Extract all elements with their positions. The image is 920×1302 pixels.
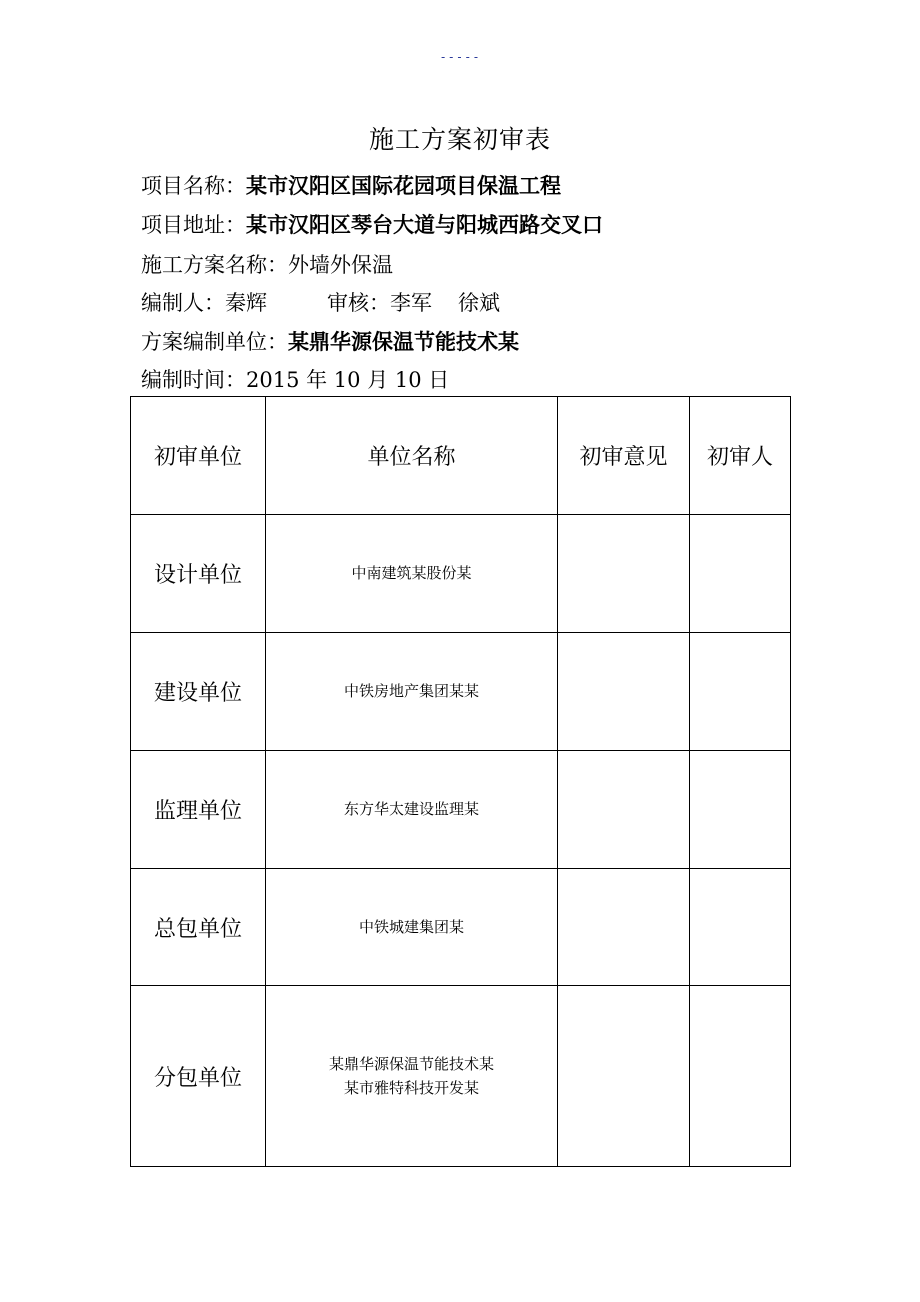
date-line (141, 366, 449, 394)
opinion-cell (558, 632, 690, 750)
project-address-value: 某市汉阳区琴台大道与阳城西路交叉口 (246, 212, 603, 237)
table-header-row (131, 397, 791, 515)
unit-name-cell (266, 868, 558, 986)
table-row (131, 868, 791, 986)
reviewer-2-value: 徐斌 (458, 291, 500, 315)
unit-name-cell (266, 632, 558, 750)
opinion-cell (558, 750, 690, 868)
unit-name-text: 东方华太建设监理某 (343, 800, 479, 819)
unit-type-cell: 总包单位 (131, 868, 266, 986)
reviewer-cell (690, 986, 791, 1167)
unit-line (141, 328, 519, 356)
date-label: 编制时间： (141, 368, 246, 392)
plan-name-label: 施工方案名称： (141, 253, 288, 277)
header-review-opinion: 初审意见 (558, 397, 690, 515)
project-name-value: 某市汉阳区国际花园项目保温工程 (246, 173, 561, 198)
table-row (131, 514, 791, 632)
reviewer-cell (690, 750, 791, 868)
project-address-label: 项目地址： (141, 213, 246, 237)
project-name-label: 项目名称： (141, 174, 246, 198)
page-title: 施工方案初审表 (368, 125, 551, 154)
header-review-unit: 初审单位 (131, 397, 266, 515)
reviewer-1-value: 李军 (390, 291, 432, 315)
opinion-cell (558, 868, 690, 986)
unit-name-text: 某市雅特科技开发某 (343, 1079, 479, 1098)
header-mark: ----- (439, 50, 481, 64)
plan-name-value: 外墙外保温 (288, 253, 393, 277)
unit-name-text: 中铁城建集团某 (358, 918, 464, 936)
table-row (131, 632, 791, 750)
author-line (141, 289, 500, 317)
table-row (131, 986, 791, 1167)
unit-label: 方案编制单位： (141, 330, 288, 354)
unit-name-text: 中南建筑某股份某 (351, 564, 472, 583)
opinion-cell (558, 986, 690, 1167)
review-table (130, 396, 791, 1167)
unit-name-cell (266, 514, 558, 632)
reviewer-cell (690, 514, 791, 632)
project-address-line (141, 211, 603, 239)
unit-type-cell: 设计单位 (131, 514, 266, 632)
author-label: 编制人： (141, 291, 225, 315)
opinion-cell (558, 514, 690, 632)
unit-name-cell (266, 986, 558, 1167)
header-unit-name: 单位名称 (266, 397, 558, 515)
reviewer-cell (690, 868, 791, 986)
unit-name-text: 中铁房地产集团某某 (343, 682, 479, 701)
date-value: 2015 年 10 月 10 日 (246, 368, 450, 392)
unit-type-cell: 监理单位 (131, 750, 266, 868)
project-name-line (141, 172, 561, 200)
unit-type-cell: 建设单位 (131, 632, 266, 750)
reviewer-cell (690, 632, 791, 750)
reviewer-label: 审核： (327, 291, 390, 315)
unit-name-cell (266, 750, 558, 868)
plan-name-line (141, 251, 393, 279)
unit-name-text: 某鼎华源保温节能技术某 (328, 1055, 494, 1074)
author-value: 秦辉 (225, 291, 267, 315)
unit-type-cell: 分包单位 (131, 986, 266, 1167)
unit-value: 某鼎华源保温节能技术某 (288, 329, 519, 354)
table-row (131, 750, 791, 868)
header-reviewer: 初审人 (690, 397, 791, 515)
